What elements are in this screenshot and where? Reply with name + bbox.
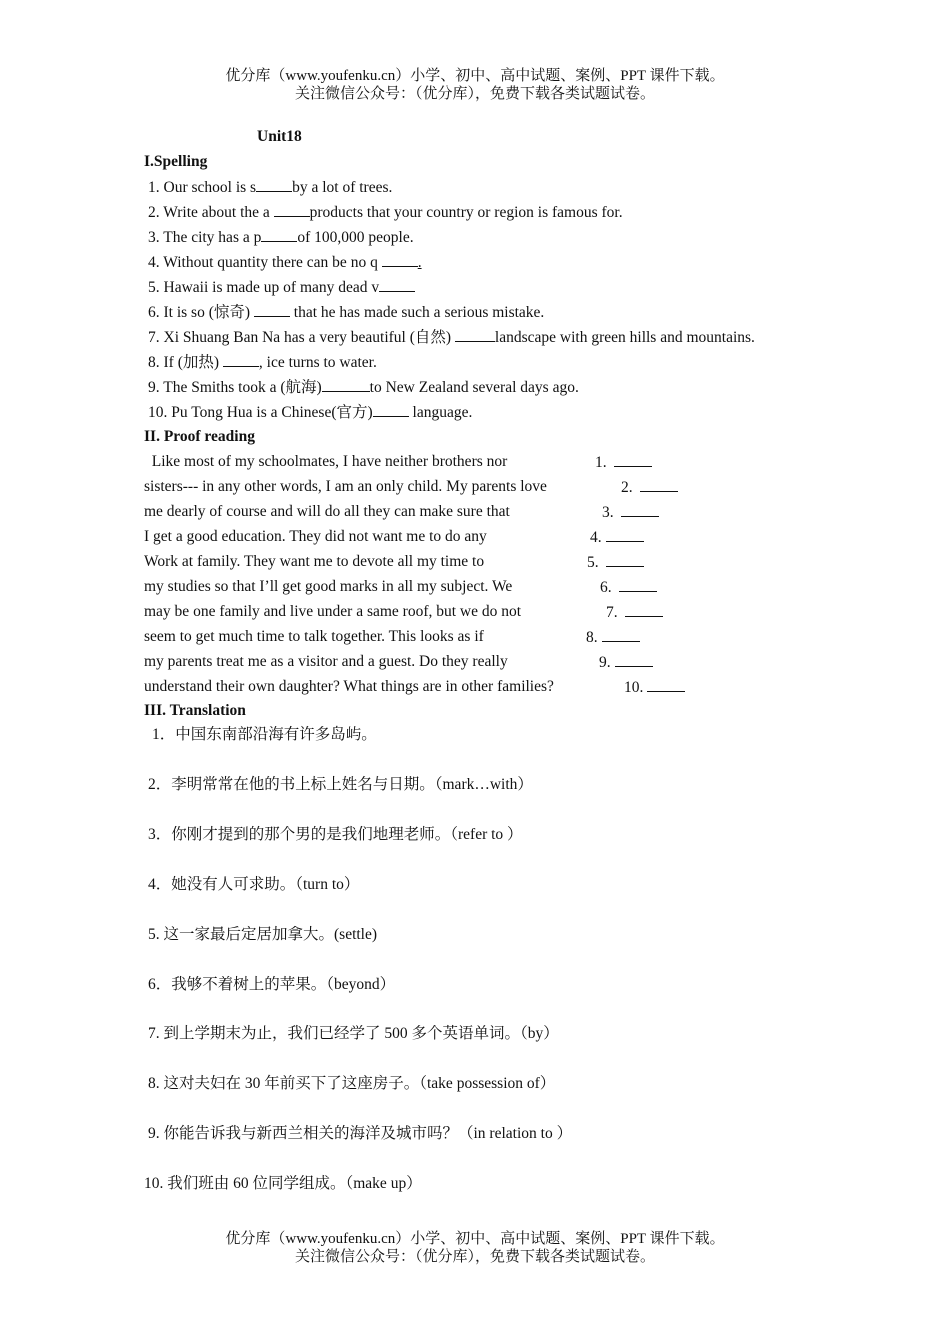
proof-line: seem to get much time to talk together. This looks as if	[144, 628, 484, 645]
proof-line: my studies so that I’ll get good marks in all my subject. We	[144, 578, 513, 595]
translation-item: 5. 这一家最后定居加拿大。(settle)	[148, 926, 378, 943]
proof-answer	[590, 527, 644, 548]
translation-item: 4．她没有人可求助。（turn to）	[148, 876, 360, 893]
proof-number: 9.	[599, 654, 611, 671]
translation-item: 8. 这对夫妇在 30 年前买下了这座房子。（take possession of）	[148, 1075, 556, 1092]
proof-number: 3.	[602, 504, 614, 521]
answer-blank[interactable]	[615, 652, 653, 667]
spelling-text: that he has made such a serious mistake.	[289, 304, 545, 321]
spelling-text: landscape with green hills and mountains.	[494, 329, 755, 346]
footer-line-1: 优分库（www.youfenku.cn）小学、初中、高中试题、案例、PPT 课件下载。	[225, 1231, 725, 1247]
answer-blank[interactable]	[379, 277, 415, 292]
proof-number: 1.	[595, 454, 607, 471]
translation-item: 3．你刚才提到的那个男的是我们地理老师。（refer to ）	[148, 826, 523, 843]
spelling-text: 3. The city has a p	[148, 229, 262, 246]
translation-item: 2．李明常常在他的书上标上姓名与日期。（mark…with）	[148, 776, 533, 793]
footer-line-2: 关注微信公众号：（优分库），免费下载各类试题试卷。	[294, 1249, 655, 1265]
spelling-text: 1. Our school is s	[148, 179, 257, 196]
answer-blank[interactable]	[602, 627, 640, 642]
spelling-text: 4. Without quantity there can be no q	[148, 254, 382, 271]
spelling-item	[148, 377, 579, 398]
proof-answer	[602, 502, 659, 523]
spelling-text: 9. The Smiths took a (航海)	[148, 379, 322, 396]
answer-blank[interactable]	[256, 177, 292, 192]
translation-item: 6．我够不着树上的苹果。（beyond）	[148, 976, 396, 993]
spelling-item	[148, 227, 414, 248]
spelling-text: 10. Pu Tong Hua is a Chinese(官方)	[148, 404, 373, 421]
proof-answer	[606, 602, 663, 623]
proof-line: Work at family. They want me to devote all my time to	[144, 553, 485, 570]
proof-number: 7.	[606, 604, 618, 621]
answer-blank[interactable]	[640, 477, 678, 492]
answer-blank[interactable]	[254, 302, 290, 317]
proof-heading: II. Proof reading	[144, 428, 255, 445]
proof-line: may be one family and live under a same roof, but we do not	[144, 603, 522, 620]
spelling-item	[148, 352, 377, 373]
spelling-text: , ice turns to water.	[258, 354, 377, 371]
spelling-item	[148, 177, 392, 198]
spelling-text: 7. Xi Shuang Ban Na has a very beautiful (自然)	[148, 329, 455, 346]
proof-line: understand their own daughter? What things are in other families?	[144, 678, 554, 695]
translation-item: 7. 到上学期末为止，我们已经学了 500 多个英语单词。（by）	[148, 1025, 559, 1042]
translation-heading: III. Translation	[144, 702, 246, 719]
spelling-text: 6. It is so (惊奇)	[148, 304, 254, 321]
answer-blank[interactable]	[223, 352, 259, 367]
answer-blank[interactable]	[619, 577, 657, 592]
spelling-item	[148, 202, 623, 223]
proof-answer	[587, 552, 644, 573]
proof-answer	[621, 477, 678, 498]
proof-number: 6.	[600, 579, 612, 596]
answer-blank[interactable]	[606, 552, 644, 567]
spelling-text: of 100,000 people.	[297, 229, 414, 246]
proof-answer	[595, 452, 652, 473]
answer-blank[interactable]	[621, 502, 659, 517]
answer-blank[interactable]	[625, 602, 663, 617]
spelling-heading: I.Spelling	[144, 153, 208, 170]
spelling-text: by a lot of trees.	[292, 179, 393, 196]
proof-line: Like most of my schoolmates, I have neither brothers nor	[144, 453, 508, 470]
proof-number: 10.	[624, 679, 644, 696]
answer-blank[interactable]	[373, 402, 409, 417]
proof-number: 2.	[621, 479, 633, 496]
answer-blank[interactable]	[614, 452, 652, 467]
answer-blank[interactable]	[382, 252, 418, 267]
spelling-item	[148, 277, 415, 298]
answer-blank[interactable]	[274, 202, 310, 217]
page-footer	[0, 1230, 950, 1266]
spelling-text: products that your country or region is famous for.	[309, 204, 623, 221]
proof-answer	[600, 577, 657, 598]
proof-answer	[599, 652, 653, 673]
header-line-2: 关注微信公众号：（优分库），免费下载各类试题试卷。	[294, 86, 655, 102]
translation-item: 1．中国东南部沿海有许多岛屿。	[152, 726, 377, 743]
answer-blank[interactable]	[322, 377, 370, 392]
proof-line: sisters--- in any other words, I am an only child. My parents love	[144, 478, 547, 495]
header-line-1: 优分库（www.youfenku.cn）小学、初中、高中试题、案例、PPT 课件下载。	[225, 68, 725, 84]
spelling-item	[148, 402, 472, 423]
proof-line: I get a good education. They did not want me to do any	[144, 528, 487, 545]
spelling-text: 2. Write about the a	[148, 204, 274, 221]
spelling-text: 5. Hawaii is made up of many dead v	[148, 279, 380, 296]
spelling-item	[148, 302, 544, 323]
spelling-text: 8. If (加热)	[148, 354, 223, 371]
answer-blank[interactable]	[455, 327, 495, 342]
spelling-item	[148, 327, 755, 348]
page-header	[0, 67, 950, 103]
answer-blank[interactable]	[261, 227, 297, 242]
proof-number: 4.	[590, 529, 602, 546]
proof-number: 5.	[587, 554, 599, 571]
proof-answer	[624, 677, 685, 698]
spelling-text: .	[417, 254, 422, 271]
translation-item: 10. 我们班由 60 位同学组成。（make up）	[144, 1175, 422, 1192]
proof-answer	[586, 627, 640, 648]
spelling-text: language.	[408, 404, 473, 421]
spelling-text: to New Zealand several days ago.	[369, 379, 579, 396]
spelling-item	[148, 252, 422, 273]
answer-blank[interactable]	[647, 677, 685, 692]
proof-line: me dearly of course and will do all they can make sure that	[144, 503, 510, 520]
proof-number: 8.	[586, 629, 598, 646]
answer-blank[interactable]	[606, 527, 644, 542]
page-title: Unit18	[257, 128, 302, 145]
translation-item: 9. 你能告诉我与新西兰相关的海洋及城市吗？（in relation to ）	[148, 1125, 573, 1142]
proof-line: my parents treat me as a visitor and a guest. Do they really	[144, 653, 508, 670]
